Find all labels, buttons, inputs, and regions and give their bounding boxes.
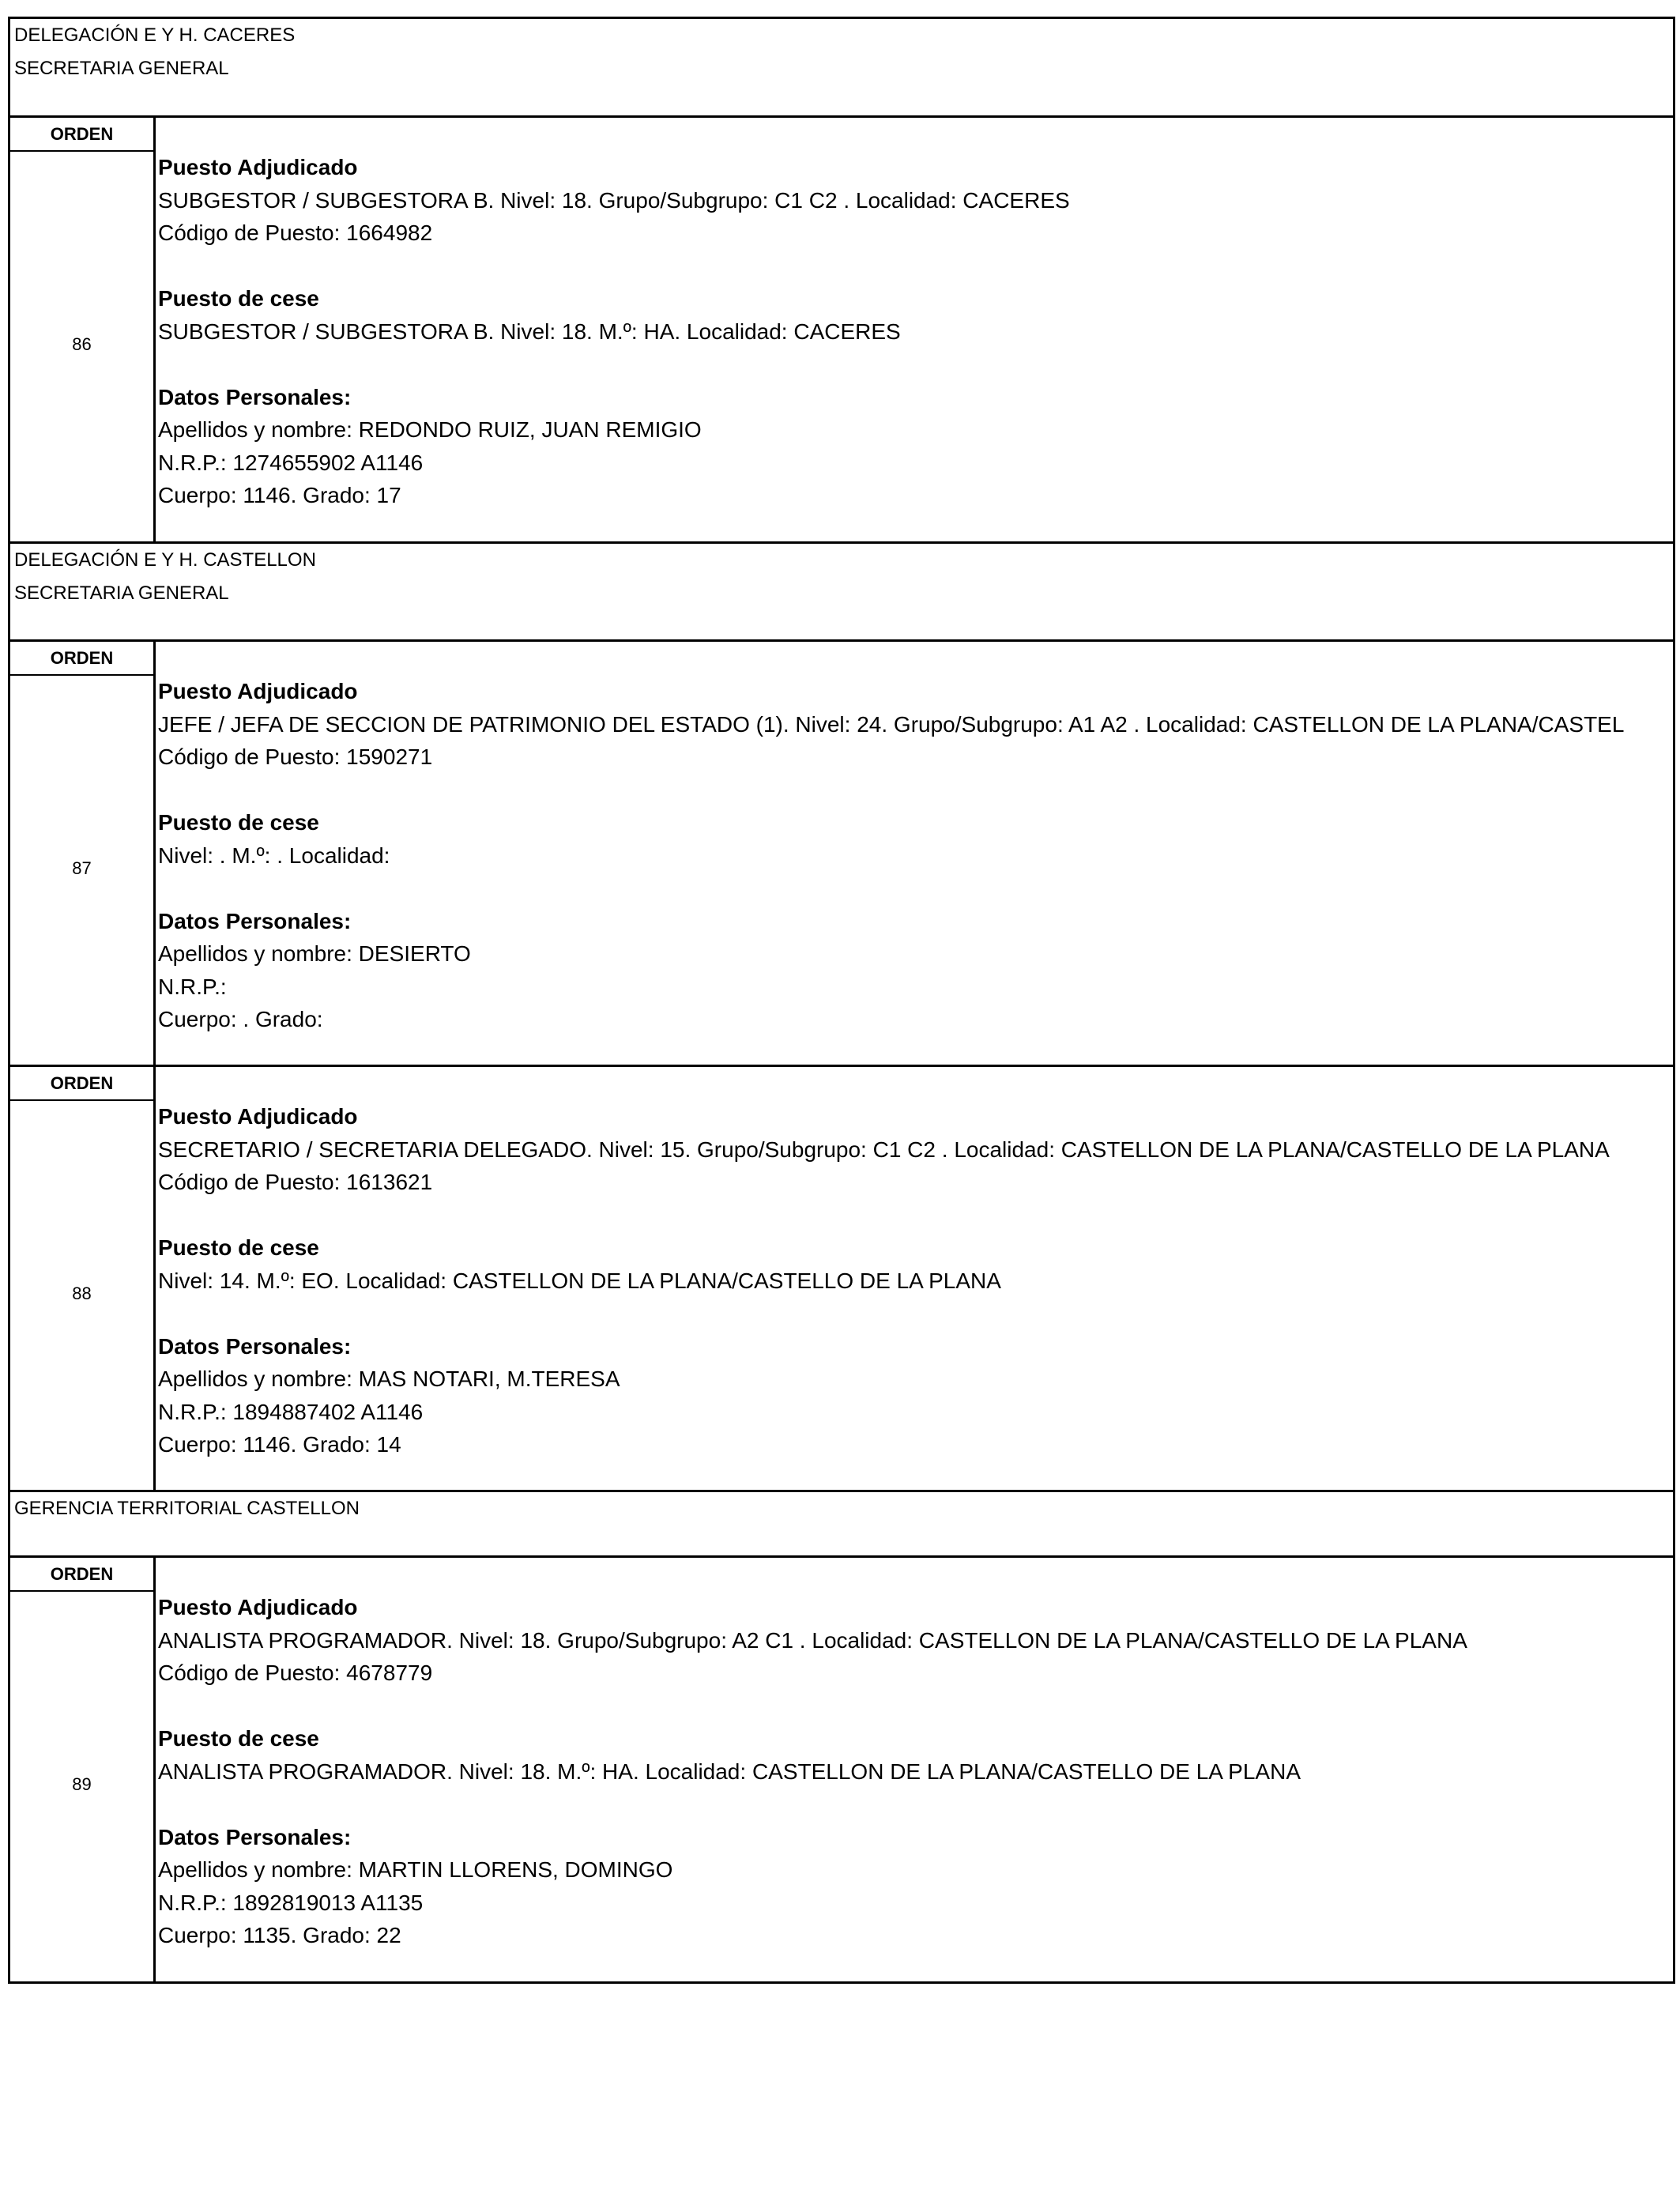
section-sub-title: SECRETARIA GENERAL	[14, 58, 229, 79]
puesto-cese-desc: Nivel: 14. M.º: EO. Localidad: CASTELLON DE LA PLANA/CASTELLO DE LA PLANA	[158, 1268, 1001, 1293]
puesto-adjudicado-heading: Puesto Adjudicado	[158, 679, 358, 703]
cuerpo-grado: Cuerpo: . Grado:	[158, 1007, 323, 1031]
orden-label: ORDEN	[10, 1558, 153, 1592]
codigo-puesto: Código de Puesto: 1613621	[158, 1170, 433, 1194]
entry-row	[10, 118, 1673, 544]
puesto-adjudicado-desc: ANALISTA PROGRAMADOR. Nivel: 18. Grupo/Subgrupo: A2 C1 . Localidad: CASTELLON DE LA PLANA/CASTELLO DE LA PLANA	[158, 1627, 1467, 1653]
nrp: N.R.P.: 1894887402 A1146	[158, 1399, 424, 1424]
section-org-title: DELEGACIÓN E Y H. CASTELLON	[14, 549, 316, 571]
puesto-adjudicado-heading: Puesto Adjudicado	[158, 1595, 358, 1619]
puesto-cese-heading: Puesto de cese	[158, 810, 319, 835]
orden-label: ORDEN	[10, 1067, 153, 1101]
entry-details	[158, 675, 1673, 1036]
entry-row	[10, 1558, 1673, 1981]
entry-details	[158, 1100, 1673, 1461]
nrp: N.R.P.: 1892819013 A1135	[158, 1890, 424, 1915]
apellidos-nombre: Apellidos y nombre: MARTIN LLORENS, DOMINGO	[158, 1857, 673, 1882]
puesto-adjudicado-desc: SUBGESTOR / SUBGESTORA B. Nivel: 18. Grupo/Subgrupo: C1 C2 . Localidad: CACERES	[158, 187, 1070, 213]
nrp: N.R.P.: 1274655902 A1146	[158, 450, 424, 475]
puesto-adjudicado-heading: Puesto Adjudicado	[158, 1104, 358, 1129]
puesto-cese-heading: Puesto de cese	[158, 286, 319, 311]
section-org-title: GERENCIA TERRITORIAL CASTELLON	[14, 1498, 360, 1519]
section-header	[10, 1492, 1673, 1558]
section-header	[10, 544, 1673, 642]
puesto-adjudicado-desc: JEFE / JEFA DE SECCION DE PATRIMONIO DEL ESTADO (1). Nivel: 24. Grupo/Subgrupo: A1 A2 . Localidad: CASTELLON DE LA PLANA/CASTEL	[158, 711, 1625, 737]
entry-row	[10, 1067, 1673, 1492]
cuerpo-grado: Cuerpo: 1135. Grado: 22	[158, 1923, 401, 1947]
orden-column	[10, 118, 156, 541]
puesto-cese-heading: Puesto de cese	[158, 1235, 319, 1260]
orden-number: 89	[72, 1774, 92, 1794]
datos-personales-heading: Datos Personales:	[158, 384, 352, 409]
orden-column	[10, 1067, 156, 1490]
entry-details	[158, 151, 1673, 512]
section-sub-title: SECRETARIA GENERAL	[14, 582, 229, 604]
orden-number: 86	[72, 334, 92, 354]
puesto-cese-heading: Puesto de cese	[158, 1726, 319, 1751]
puesto-cese-desc: Nivel: . M.º: . Localidad:	[158, 843, 390, 868]
codigo-puesto: Código de Puesto: 4678779	[158, 1661, 433, 1685]
apellidos-nombre: Apellidos y nombre: REDONDO RUIZ, JUAN REMIGIO	[158, 417, 702, 442]
puesto-adjudicado-desc: SECRETARIO / SECRETARIA DELEGADO. Nivel: 15. Grupo/Subgrupo: C1 C2 . Localidad: CASTELLON DE LA PLANA/CASTELLO DE LA PLANA	[158, 1137, 1610, 1162]
orden-column	[10, 1558, 156, 1981]
entry-details	[158, 1591, 1673, 1952]
apellidos-nombre: Apellidos y nombre: DESIERTO	[158, 941, 471, 966]
puesto-cese-desc: SUBGESTOR / SUBGESTORA B. Nivel: 18. M.º: HA. Localidad: CACERES	[158, 319, 901, 344]
orden-column	[10, 642, 156, 1065]
section-header	[10, 19, 1673, 118]
cuerpo-grado: Cuerpo: 1146. Grado: 17	[158, 483, 401, 507]
cuerpo-grado: Cuerpo: 1146. Grado: 14	[158, 1432, 401, 1457]
apellidos-nombre: Apellidos y nombre: MAS NOTARI, M.TERESA	[158, 1367, 620, 1391]
codigo-puesto: Código de Puesto: 1664982	[158, 221, 433, 245]
datos-personales-heading: Datos Personales:	[158, 1333, 352, 1359]
datos-personales-heading: Datos Personales:	[158, 1824, 352, 1849]
puesto-adjudicado-heading: Puesto Adjudicado	[158, 155, 358, 179]
entry-row	[10, 642, 1673, 1067]
codigo-puesto: Código de Puesto: 1590271	[158, 745, 433, 769]
puesto-cese-desc: ANALISTA PROGRAMADOR. Nivel: 18. M.º: HA. Localidad: CASTELLON DE LA PLANA/CASTELLO DE LA PLANA	[158, 1759, 1301, 1784]
orden-number: 87	[72, 858, 92, 878]
nrp: N.R.P.:	[158, 974, 227, 999]
orden-label: ORDEN	[10, 642, 153, 676]
orden-number: 88	[72, 1284, 92, 1303]
assignment-table	[8, 17, 1675, 1984]
section-org-title: DELEGACIÓN E Y H. CACERES	[14, 25, 296, 46]
orden-label: ORDEN	[10, 118, 153, 152]
datos-personales-heading: Datos Personales:	[158, 908, 352, 933]
